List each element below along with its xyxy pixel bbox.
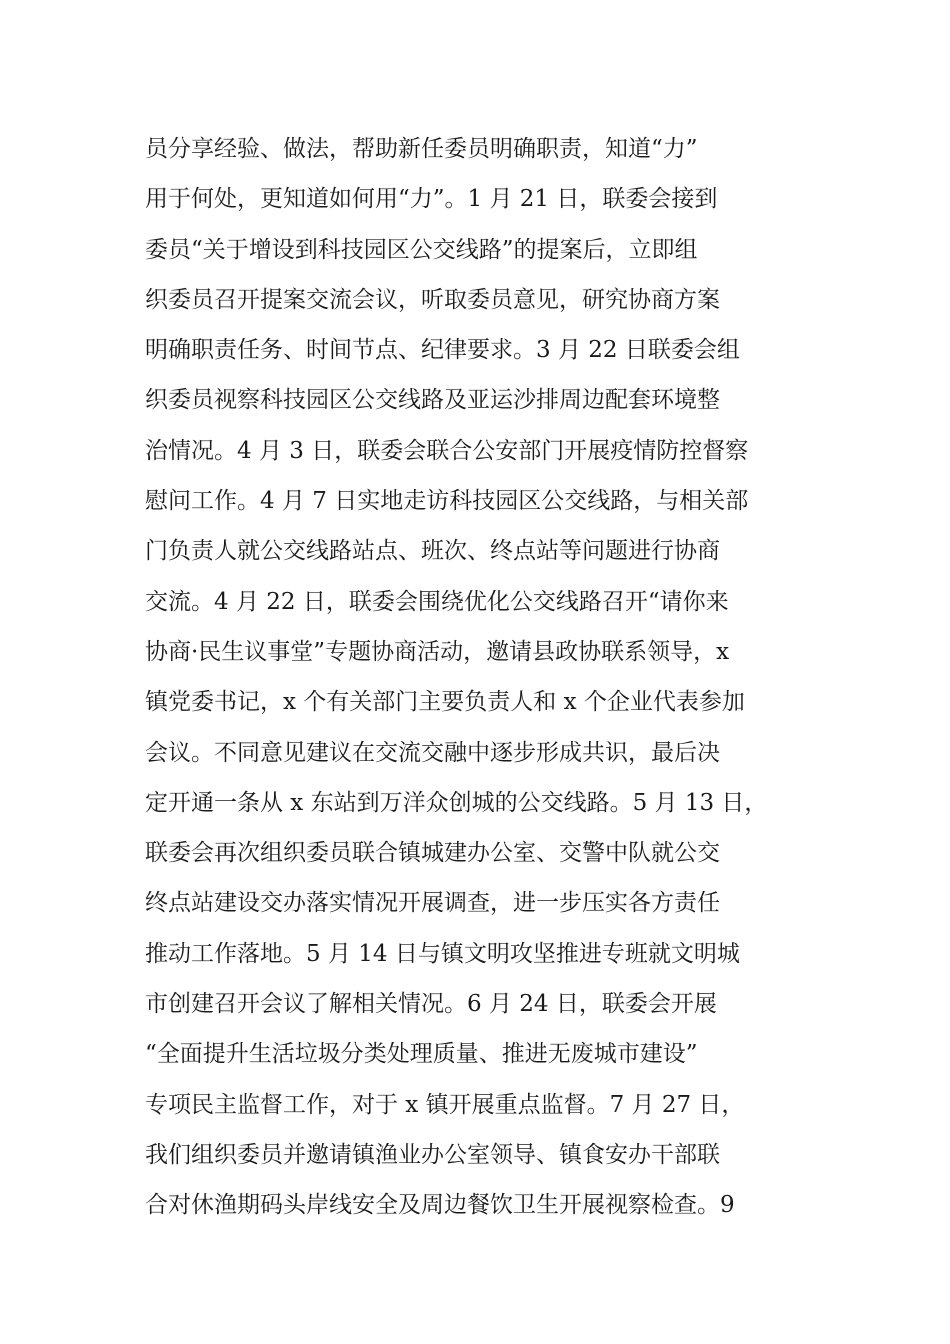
- text-line: 市创建召开会议了解相关情况。6 月 24 日，联委会开展: [145, 991, 717, 1018]
- text-line: 治情况。4 月 3 日，联委会联合公安部门开展疫情防控督察: [145, 437, 749, 464]
- text-line: “全面提升生活垃圾分类处理质量、推进无废城市建设”: [145, 1041, 698, 1068]
- text-line: 会议。不同意见建议在交流交融中逐步形成共识，最后决: [145, 739, 720, 766]
- text-line: 协商·民生议事堂”专题协商活动，邀请县政协联系领导，x: [145, 638, 730, 665]
- text-line: 联委会再次组织委员联合镇城建办公室、交警中队就公交: [145, 840, 720, 867]
- text-line: 员分享经验、做法，帮助新任委员明确职责，知道“力”: [145, 136, 698, 162]
- body-text: [145, 124, 825, 1231]
- text-line: 织委员视察科技园区公交线路及亚运沙排周边配套环境整: [145, 387, 720, 414]
- text-line: 推动工作落地。5 月 14 日与镇文明攻坚推进专班就文明城: [145, 940, 740, 967]
- text-line: 专项民主监督工作，对于 x 镇开展重点监督。7 月 27 日，: [145, 1091, 745, 1118]
- text-line: 明确职责任务、时间节点、纪律要求。3 月 22 日联委会组: [145, 337, 740, 364]
- text-line: 委员“关于增设到科技园区公交线路”的提案后，立即组: [145, 236, 698, 263]
- text-line: 用于何处，更知道如何用“力”。1 月 21 日，联委会接到: [145, 186, 718, 213]
- text-line: 交流。4 月 22 日，联委会围绕优化公交线路召开“请你来: [145, 588, 729, 615]
- text-line: 镇党委书记，x 个有关部门主要负责人和 x 个企业代表参加: [145, 689, 745, 716]
- text-line: 我们组织委员并邀请镇渔业办公室领导、镇食安办干部联: [145, 1141, 720, 1168]
- text-line: 合对休渔期码头岸线安全及周边餐饮卫生开展视察检查。9: [145, 1192, 735, 1219]
- text-line: 织委员召开提案交流会议，听取委员意见，研究协商方案: [145, 286, 720, 313]
- text-line: 门负责人就公交线路站点、班次、终点站等问题进行协商: [145, 538, 720, 565]
- text-line: 慰问工作。4 月 7 日实地走访科技园区公交线路，与相关部: [145, 488, 749, 515]
- text-line: 终点站建设交办落实情况开展调查，进一步压实各方责任: [145, 890, 720, 917]
- text-line: 定开通一条从 x 东站到万洋众创城的公交线路。5 月 13 日，: [145, 789, 768, 816]
